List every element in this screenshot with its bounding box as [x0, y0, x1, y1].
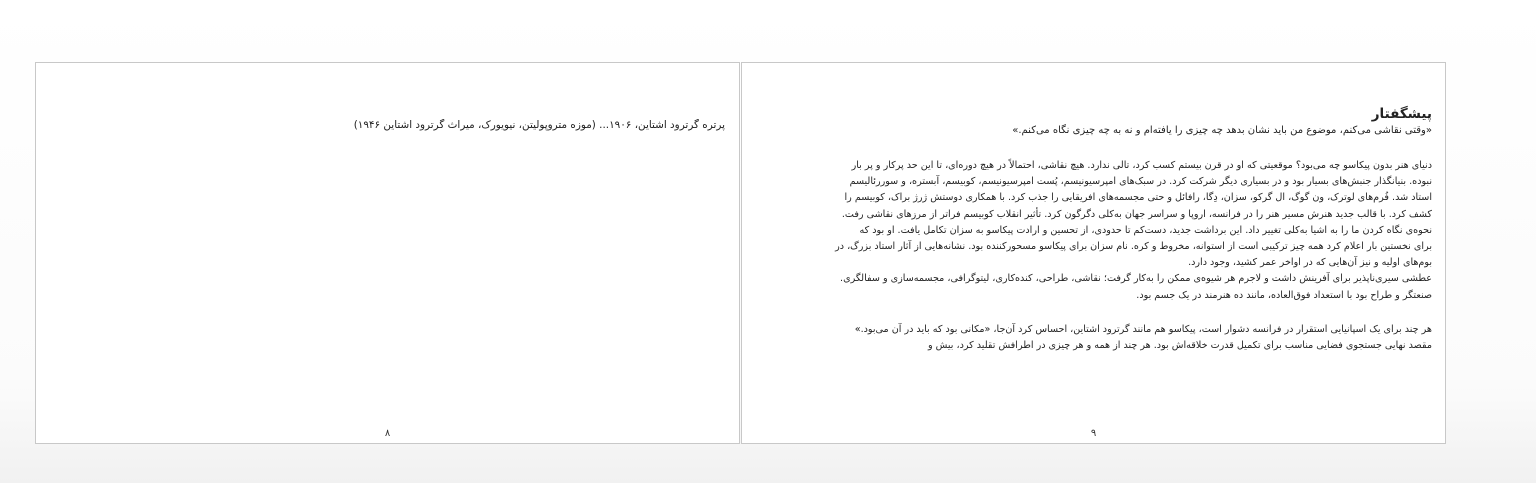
paragraph-line: بوم‌های اولیه و نیز آن‌هایی که در اواخر عمر کشید، وجود دارد.	[1188, 257, 1432, 269]
page-content	[752, 105, 1432, 354]
paragraph-line: هر چند برای یک اسپانیایی استقرار در فرانسه دشوار است، پیکاسو هم مانند گرترود اشتاین، احساس کرد آن‌جا، «مکانی بود که باید در آن می‌بود.»	[854, 323, 1432, 335]
paragraph-line: عطشی سیری‌ناپذیر برای آفرینش داشت و لاجرم هر شیوه‌ی ممکن را به‌کار گرفت؛ نقاشی، طراحی، کنده‌کاری، لیتوگرافی، مجسمه‌سازی و سفالگری.	[840, 273, 1432, 285]
left-page[interactable]	[35, 62, 740, 444]
paragraph-line: صنعتگر و طراح بود با استعداد فوق‌العاده، مانند ده هنرمند در یک جسم بود.	[1136, 289, 1432, 301]
paragraph-line: کشف کرد. با قالب جدید هنرش مسیر هنر را در فرانسه، اروپا و سراسر جهان به‌کلی دگرگون کرد. تأثیر انقلاب کوبیسم فراتر از مرزهای نقاشی رفت.	[841, 208, 1432, 220]
paragraph-line: استاد شد. فُرم‌های لوترک، ون گوگ، ال گرکو، سزان، دِگا، رافائل و حتی مجسمه‌های افریقایی را جذب کرد. با همکاری دوستش ژرژ براک، کوبیسم را	[844, 192, 1432, 204]
paragraph-line: دنیای هنر بدون پیکاسو چه می‌بود؟ موقعیتی که او در قرن بیستم کسب کرد، تالی ندارد. هیچ نقاشی، احتمالاً در هیچ دوره‌ای، تا این حد پرکار و پر بار	[851, 160, 1432, 171]
paragraph-2	[752, 322, 1432, 354]
page-number-left: ۸	[384, 428, 391, 439]
paragraph-line: نبوده. بنیانگذار جنبش‌های بسیار بود و در بسیاری دیگر شرکت کرد. در سبک‌های امپرسیونیسم، پُست امپرسیونیسم، کوبیسم، آبستره، و سوررئالیسم	[849, 176, 1432, 188]
paragraph-1	[752, 158, 1432, 304]
image-caption: پرتره گرترود اشتاین، ۱۹۰۶... (موزه متروپولیتن، نیویورک، میراث گرترود اشتاین ۱۹۴۶)	[353, 119, 725, 131]
paragraph-line: برای نخستین بار اعلام کرد همه چیز ترکیبی است از استوانه، مخروط و کره. نام سزان برای پیکاسو مسحورکننده بود. نشانه‌هایی از آثار استاد بزرگ، در	[835, 241, 1432, 253]
paragraph-line: نحوه‌ی نگاه کردن ما را به اشیا به‌کلی تغییر داد. این برداشت جدید، دست‌کم تا حدودی، از تحسین و ارادت پیکاسو به سزان تکامل یافت. او بود که	[859, 224, 1432, 236]
right-page[interactable]	[741, 62, 1446, 444]
page-number-right: ۹	[1090, 428, 1097, 439]
paragraph-line: مقصد نهایی جستجوی فضایی مناسب برای تکمیل قدرت خلاقه‌اش بود. هر چند از همه و هر چیزی در اطرافش تقلید کرد، بیش و	[927, 340, 1432, 352]
chapter-heading: پیشگفتار	[1371, 106, 1432, 122]
opening-quote: «وقتی نقاشی می‌کنم، موضوع من باید نشان بدهد چه چیزی را یافته‌ام و نه به چه چیزی نگاه می‌کنم.»	[1012, 125, 1432, 136]
